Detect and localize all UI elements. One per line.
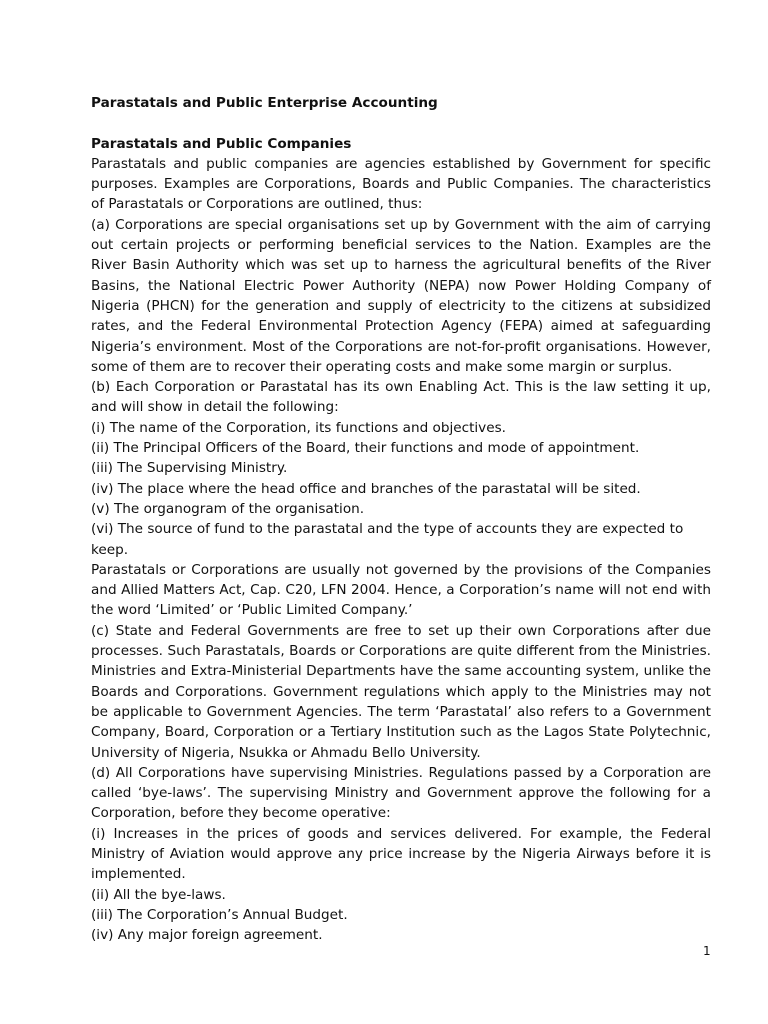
list-item: (ii) All the bye-laws.	[91, 886, 226, 903]
intro-paragraph: Parastatals and public companies are agencies established by Government for specific purposes. Examples are Corporations, Boards and Public Companies. The characteristics of Parastatals or Corporations are outlined, thus:	[91, 155, 711, 213]
list-item: (iii) The Supervising Ministry.	[91, 460, 288, 477]
list-item: (v) The organogram of the organisation.	[91, 500, 365, 517]
paragraph-b: (b) Each Corporation or Parastatal has its own Enabling Act. This is the law setting it up, and will show in detail the following:	[91, 379, 711, 416]
list-item: (vi) The source of fund to the parastatal and the type of accounts they are expected to keep.	[91, 521, 684, 558]
document-title: Parastatals and Public Enterprise Accounting	[91, 95, 438, 111]
list-item: (i) Increases in the prices of goods and services delivered. For example, the Federal Ministry of Aviation would approve any price increase by the Nigeria Airways before it is implemented.	[91, 825, 711, 883]
companies-act-paragraph: Parastatals or Corporations are usually not governed by the provisions of the Companies and Allied Matters Act, Cap. C20, LFN 2004. Hence, a Corporation’s name will not end with the word ‘Limited’ or ‘Public Limited Company.’	[91, 561, 711, 619]
document-body	[91, 93, 711, 945]
paragraph-c: (c) State and Federal Governments are free to set up their own Corporations after due processes. Such Parastatals, Boards or Corporations are quite different from the Ministries. Ministries and Extra-Ministerial Departments have the same accounting system, unlike the Boards and Corporations. Government regulations which apply to the Ministries may not be applicable to Government Agencies. The term ‘Parastatal’ also refers to a Government Company, Board, Corporation or a Tertiary Institution such as the Lagos State Polytechnic, University of Nigeria, Nsukka or Ahmadu Bello University.	[91, 622, 711, 761]
section-heading: Parastatals and Public Companies	[91, 135, 352, 152]
list-item: (iv) The place where the head office and branches of the parastatal will be sited.	[91, 480, 641, 497]
list-item: (i) The name of the Corporation, its functions and objectives.	[91, 419, 506, 436]
title-spacer	[91, 113, 711, 133]
paragraph-a: (a) Corporations are special organisations set up by Government with the aim of carrying out certain projects or performing beneficial services to the Nation. Examples are the River Basin Authority which was set up to harness the agricultural benefits of the River Basins, the National Electric Power Authority (NEPA) now Power Holding Company of Nigeria (PHCN) for the generation and supply of electricity to the citizens at subsidized rates, and the Federal Environmental Protection Agency (FEPA) aimed at safeguarding Nigeria’s environment. Most of the Corporations are not-for-profit organisations. However, some of them are to recover their operating costs and make some margin or surplus.	[91, 216, 711, 375]
page-number: 1	[703, 944, 711, 958]
list-item: (iii) The Corporation’s Annual Budget.	[91, 906, 348, 923]
paragraph-d: (d) All Corporations have supervising Ministries. Regulations passed by a Corporation are called ‘bye-laws’. The supervising Ministry and Government approve the following for a Corporation, before they become operative:	[91, 764, 711, 822]
list-item: (iv) Any major foreign agreement.	[91, 927, 323, 944]
list-item: (ii) The Principal Officers of the Board, their functions and mode of appointment.	[91, 440, 640, 457]
